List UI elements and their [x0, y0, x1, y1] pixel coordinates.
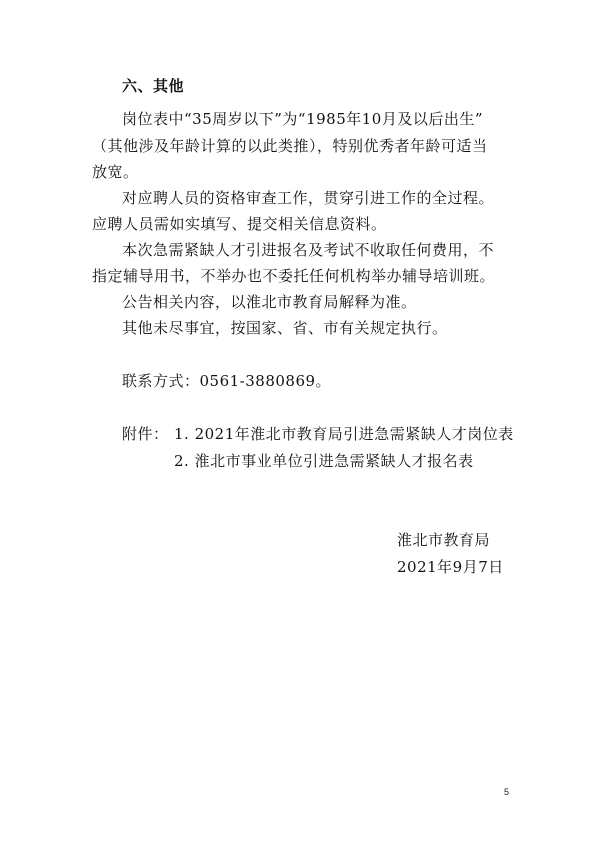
section-heading: 六、其他 — [122, 77, 185, 95]
paragraph-4: 公告相关内容，以淮北市教育局解释为准。 — [122, 293, 417, 311]
paragraph-1-line-3: 放宽。 — [92, 163, 139, 181]
signature-date: 2021年9月7日 — [397, 558, 504, 576]
attachment-item-1: 1. 2021年淮北市教育局引进急需紧缺人才岗位表 — [174, 425, 514, 443]
paragraph-1-line-2: （其他涉及年龄计算的以此类推），特别优秀者年龄可适当 — [92, 137, 488, 155]
paragraph-2-line-1: 对应聘人员的资格审查工作，贯穿引进工作的全过程。 — [122, 189, 495, 207]
paragraph-5: 其他未尽事宜，按国家、省、市有关规定执行。 — [122, 319, 448, 337]
paragraph-1-line-1: 岗位表中“35周岁以下”为“1985年10月及以后出生” — [122, 110, 484, 128]
attachments-label: 附件： — [122, 425, 169, 443]
paragraph-3-line-2: 指定辅导用书，不举办也不委托任何机构举办辅导培训班。 — [92, 267, 496, 285]
paragraph-3-line-1: 本次急需紧缺人才引进报名及考试不收取任何费用，不 — [122, 241, 495, 259]
contact-info: 联系方式：0561-3880869。 — [122, 372, 332, 390]
signature-org: 淮北市教育局 — [397, 531, 491, 549]
attachment-item-2: 2. 淮北市事业单位引进急需紧缺人才报名表 — [174, 452, 474, 470]
page-number: 5 — [504, 787, 510, 797]
paragraph-2-line-2: 应聘人员需如实填写、提交相关信息资料。 — [92, 215, 387, 233]
